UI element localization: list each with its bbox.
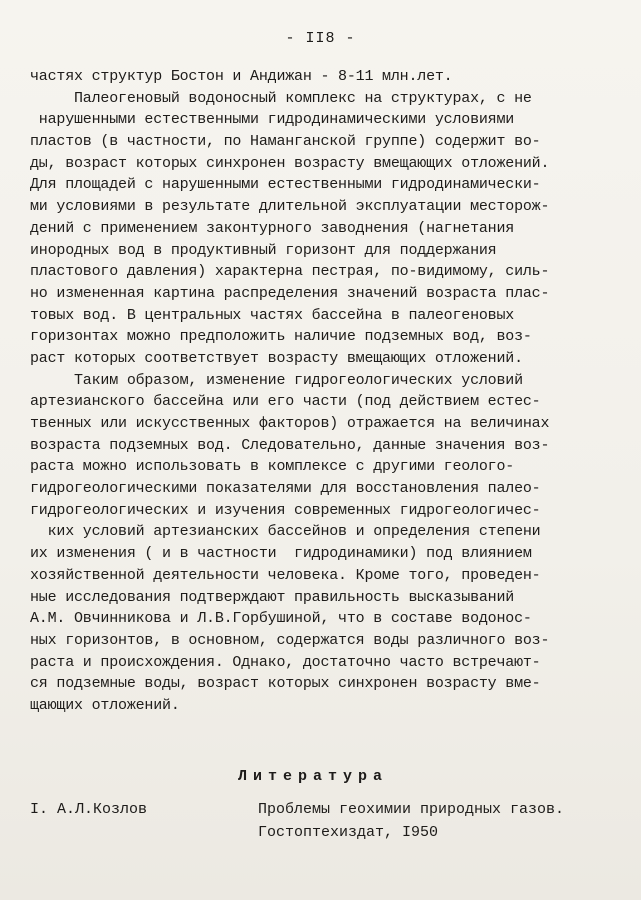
text-line: но измененная картина распределения значений возраста плас- (30, 284, 550, 302)
text-line: Палеогеновый водоносный комплекс на структурах, с не (30, 89, 532, 107)
reference-author: I. А.Л.Козлов (30, 801, 148, 818)
text-line: дений с применением законтурного заводнения (нагнетания (30, 219, 515, 237)
text-line: товых вод. В центральных частях бассейна в палеогеновых (30, 306, 515, 324)
text-line: раст которых соответствует возрасту вмещающих отложений. (30, 349, 523, 367)
text-line: частях структур Бостон и Андижан - 8-11 млн.лет. (30, 68, 453, 85)
text-line: раста и происхождения. Однако, достаточно часто встречают- (30, 653, 541, 671)
text-line: раста можно использовать в комплексе с другими геолого- (30, 458, 515, 476)
text-line: ные исследования подтверждают правильность высказываний (30, 588, 515, 606)
text-line: Таким образом, изменение гидрогеологических условий (30, 371, 523, 389)
text-line: ся подземные воды, возраст которых синхронен возрасту вме- (30, 675, 541, 693)
text-line: горизонтах можно предположить наличие подземных вод, воз- (30, 328, 532, 346)
text-line: пластового давления) характерна пестрая, по-видимому, силь- (30, 263, 550, 281)
text-line: гидрогеологических и изучения современных гидрогеологичес- (30, 501, 541, 519)
text-line: Для площадей с нарушенными естественными гидродинамически- (30, 176, 541, 194)
text-line: возраста подземных вод. Следовательно, данные значения воз- (30, 436, 550, 454)
text-line: щающих отложений. (30, 696, 180, 714)
text-line: инородных вод в продуктивный горизонт для поддержания (30, 241, 497, 259)
text-line: А.М. Овчинникова и Л.В.Горбушиной, что в составе водонос- (30, 610, 532, 628)
text-line: ми условиями в результате длительной эксплуатации месторож- (30, 198, 550, 216)
text-line: ды, возраст которых синхронен возрасту вмещающих отложений. (30, 154, 550, 172)
text-line: нарушенными естественными гидродинамическими условиями (30, 111, 515, 129)
body-text (30, 66, 590, 717)
text-line: артезианского бассейна или его части (под действием естес- (30, 393, 541, 411)
literature-heading: Литература (238, 768, 389, 785)
text-line: ких условий артезианских бассейнов и определения степени (30, 523, 541, 541)
text-line: хозяйственной деятельности человека. Кроме того, проведен- (30, 566, 541, 584)
page-number: - II8 - (285, 30, 356, 47)
reference-title: Проблемы геохимии природных газов. (258, 801, 565, 818)
text-line: гидрогеологическими показателями для восстановления палео- (30, 480, 541, 498)
text-line: твенных или искусственных факторов) отражается на величинах (30, 415, 550, 432)
text-line: ных горизонтов, в основном, содержатся воды различного воз- (30, 631, 550, 649)
reference-publisher: Гостоптехиздат, I950 (258, 824, 439, 841)
text-line: пластов (в частности, по Наманганской группе) содержит во- (30, 133, 541, 151)
text-line: их изменения ( и в частности гидродинамики) под влиянием (30, 545, 532, 563)
